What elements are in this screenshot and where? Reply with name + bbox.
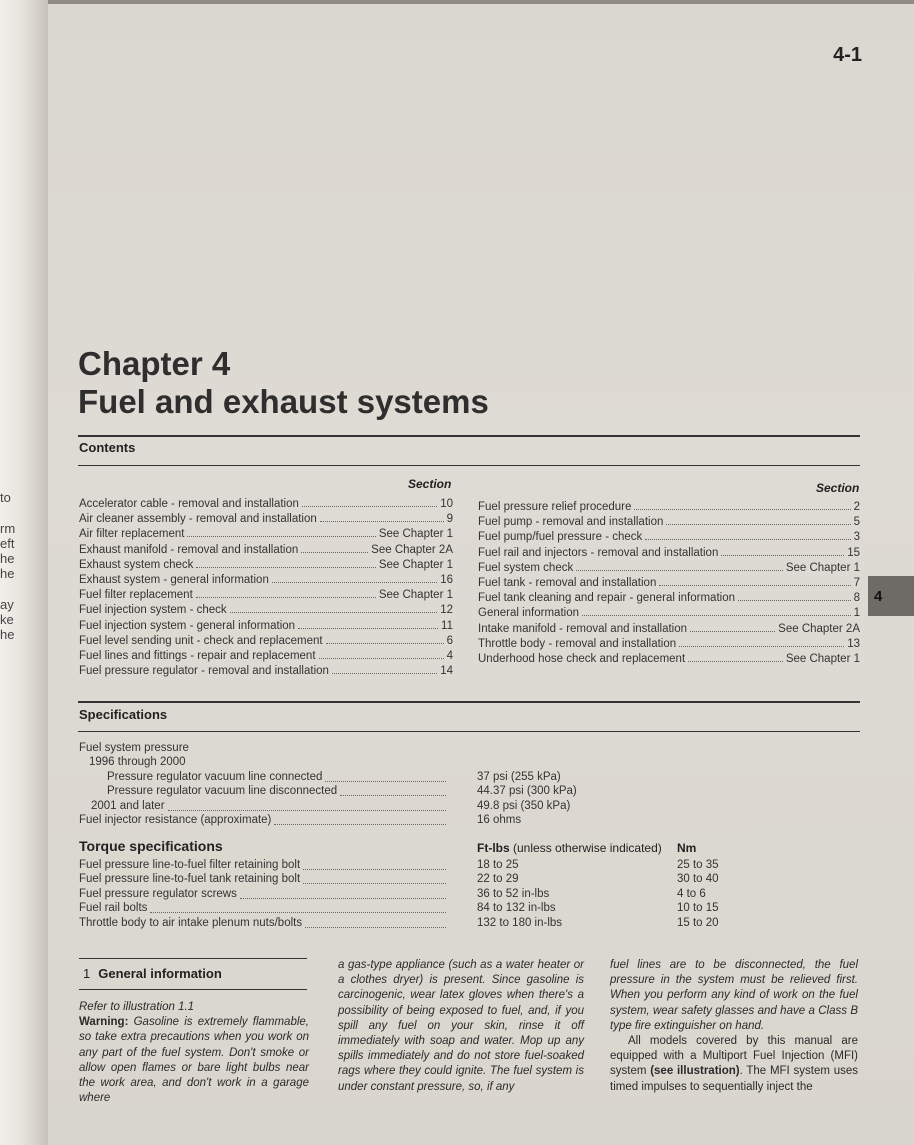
general-info-column-3 xyxy=(610,958,858,1095)
entry-title: Intake manifold - removal and installation xyxy=(478,622,688,635)
contents-entry xyxy=(79,631,453,646)
leader-dots xyxy=(303,858,446,870)
contents-entry xyxy=(79,509,453,524)
leader-dots xyxy=(298,616,438,629)
torque-ftlbs: 84 to 132 in-lbs xyxy=(477,902,556,915)
torque-nm: 25 to 35 xyxy=(677,859,719,871)
torque-label: Fuel pressure line-to-fuel tank retaining bolt xyxy=(79,873,301,886)
entry-section: 3 xyxy=(853,531,860,544)
leader-dots xyxy=(196,585,376,598)
chapter-tab-number: 4 xyxy=(874,587,883,605)
torque-row xyxy=(79,887,449,901)
spec-label: Pressure regulator vacuum line connected xyxy=(107,770,323,783)
contents-entry xyxy=(79,661,453,676)
general-info-heading xyxy=(83,966,222,981)
entry-section: 4 xyxy=(446,649,453,662)
contents-entry xyxy=(478,558,860,573)
leader-dots xyxy=(302,494,437,507)
leader-dots xyxy=(303,872,446,884)
entry-title: General information xyxy=(478,607,579,620)
divider xyxy=(78,701,860,703)
leader-dots xyxy=(301,540,368,553)
divider xyxy=(78,435,860,437)
section-number: 1 xyxy=(83,966,91,981)
spec-label: Fuel injector resistance (approximate) xyxy=(79,813,272,826)
spec-row xyxy=(79,755,449,769)
entry-section: 1 xyxy=(853,607,860,620)
fragment-gap xyxy=(0,505,20,521)
entry-title: Fuel injection system - check xyxy=(79,604,227,617)
spec-value: 16 ohms xyxy=(477,813,522,826)
entry-title: Fuel pressure relief procedure xyxy=(478,501,632,513)
entry-section: See Chapter 1 xyxy=(378,528,453,541)
entry-section: See Chapter 1 xyxy=(378,589,453,602)
leader-dots xyxy=(274,813,446,825)
leader-dots xyxy=(187,524,375,537)
entry-title: Air filter replacement xyxy=(79,528,185,541)
illustration-reference: Refer to illustration 1.1 xyxy=(79,1001,195,1013)
entry-title: Fuel pump - removal and installation xyxy=(478,516,664,529)
torque-nm: 30 to 40 xyxy=(677,873,719,886)
torque-list xyxy=(79,858,449,930)
entry-section: See Chapter 2A xyxy=(371,543,453,556)
entry-section: 2 xyxy=(853,501,860,513)
spec-label: Pressure regulator vacuum line disconnected xyxy=(107,785,338,798)
entry-section: 5 xyxy=(853,516,860,529)
contents-entry xyxy=(478,497,860,512)
contents-entry xyxy=(478,588,860,603)
torque-nm-values xyxy=(677,858,719,930)
contents-entry xyxy=(79,540,453,555)
leader-dots xyxy=(666,512,850,525)
entry-title: Fuel system check xyxy=(478,561,574,574)
contents-entry xyxy=(478,543,860,558)
torque-nm: 15 to 20 xyxy=(677,916,719,929)
specifications-heading: Specifications xyxy=(79,707,168,722)
torque-label: Fuel rail bolts xyxy=(79,902,148,915)
entry-section: See Chapter 2A xyxy=(778,622,860,635)
entry-title: Exhaust system - general information xyxy=(79,573,269,586)
spec-row xyxy=(79,770,449,784)
warning-paragraph xyxy=(79,1015,309,1106)
chapter-heading xyxy=(78,345,489,421)
torque-heading: Torque specifications xyxy=(79,838,223,854)
torque-ftlbs: 18 to 25 xyxy=(477,859,519,871)
divider xyxy=(79,989,307,990)
spec-label: 2001 and later xyxy=(91,799,165,812)
torque-ftlbs: 22 to 29 xyxy=(477,873,519,886)
entry-title: Fuel pressure regulator - removal and installation xyxy=(79,665,329,678)
torque-label: Fuel pressure regulator screws xyxy=(79,887,237,900)
torque-nm: 4 to 6 xyxy=(677,887,706,900)
leader-dots xyxy=(688,649,783,662)
entry-section: 14 xyxy=(440,665,453,678)
entry-section: See Chapter 1 xyxy=(785,652,860,665)
spec-value xyxy=(477,741,577,755)
section-column-label-right: Section xyxy=(816,481,860,495)
entry-section: 10 xyxy=(440,498,453,510)
general-info-column-2: a gas-type appliance (such as a water heater or a clothes dryer) is present. Since gasoline is carcinogenic, wear latex gloves when there's a possibility of being exposed to fuel, and, if you spill any fuel on your skin, rinse it off immediately with soap and water. Mop up any spills immediately and do not store fuel-soaked rags where they could ignite. The fuel system is under constant pressure, so, if any xyxy=(338,959,584,1093)
torque-nm: 10 to 15 xyxy=(677,902,719,915)
spec-value: 44.37 psi (300 kPa) xyxy=(477,785,577,798)
contents-entry xyxy=(478,603,860,618)
fragment: he xyxy=(0,551,15,566)
leader-dots xyxy=(679,634,844,647)
chapter-tab xyxy=(868,576,914,616)
leader-dots xyxy=(305,916,446,928)
leader-dots xyxy=(659,573,850,586)
contents-entry xyxy=(79,585,453,600)
torque-row xyxy=(79,872,449,886)
contents-entry xyxy=(478,649,860,664)
entry-section: 12 xyxy=(440,604,453,617)
contents-entry xyxy=(79,494,453,509)
intro-text-cont: . The MFI system uses timed impulses to sequentially inject the xyxy=(610,1065,858,1093)
fragment: he xyxy=(0,627,15,642)
contents-entry xyxy=(79,524,453,539)
leader-dots xyxy=(582,603,851,616)
leader-dots xyxy=(150,901,446,913)
torque-row xyxy=(79,916,449,930)
contents-list-right xyxy=(478,497,860,664)
torque-ftlbs: 132 to 180 in-lbs xyxy=(477,916,563,929)
contents-entry xyxy=(478,512,860,527)
leader-dots xyxy=(690,619,775,632)
spec-label: Fuel system pressure xyxy=(79,742,189,754)
torque-column-ftlbs xyxy=(477,841,662,855)
leader-dots xyxy=(332,661,437,674)
previous-page-fragments xyxy=(0,490,20,642)
contents-entry xyxy=(478,619,860,634)
spec-value: 49.8 psi (350 kPa) xyxy=(477,799,571,812)
leader-dots xyxy=(634,497,850,510)
leader-dots xyxy=(325,770,446,782)
torque-ftlbs: 36 to 52 in-lbs xyxy=(477,887,550,900)
entry-title: Fuel level sending unit - check and replacement xyxy=(79,634,323,647)
leader-dots xyxy=(645,527,850,540)
entry-title: Fuel tank - removal and installation xyxy=(478,576,657,589)
contents-entry xyxy=(79,570,453,585)
contents-heading: Contents xyxy=(79,440,136,455)
entry-title: Exhaust system check xyxy=(79,558,194,571)
entry-title: Air cleaner assembly - removal and installation xyxy=(79,513,317,526)
torque-label: Throttle body to air intake plenum nuts/bolts xyxy=(79,916,303,929)
leader-dots xyxy=(340,784,446,796)
fragment: eft xyxy=(0,536,15,551)
entry-section: 8 xyxy=(853,592,860,605)
illustration-callout: (see illustration) xyxy=(650,1065,740,1078)
ftlbs-note: (unless otherwise indicated) xyxy=(513,841,662,855)
torque-label: Fuel pressure line-to-fuel filter retaining bolt xyxy=(79,859,301,871)
spec-row xyxy=(79,799,449,813)
fragment: ay xyxy=(0,597,14,612)
leader-dots xyxy=(196,555,375,568)
ftlbs-label: Ft-lbs xyxy=(477,841,510,855)
contents-entry xyxy=(79,646,453,661)
intro-paragraph xyxy=(610,1034,858,1095)
contents-entry xyxy=(79,600,453,615)
entry-section: See Chapter 1 xyxy=(785,561,860,574)
leader-dots xyxy=(240,887,446,899)
entry-title: Underhood hose check and replacement xyxy=(478,652,686,665)
page-top-edge xyxy=(48,0,914,4)
entry-section: 11 xyxy=(441,619,453,632)
specifications-list xyxy=(79,741,449,827)
leader-dots xyxy=(738,588,851,601)
spec-row xyxy=(79,741,449,755)
spec-label: 1996 through 2000 xyxy=(89,756,186,769)
entry-section: 7 xyxy=(853,576,860,589)
leader-dots xyxy=(320,509,444,522)
leader-dots xyxy=(326,631,444,644)
leader-dots xyxy=(272,570,437,583)
chapter-label: Chapter 4 xyxy=(78,345,231,382)
fragment-gap xyxy=(0,581,20,597)
entry-title: Fuel pump/fuel pressure - check xyxy=(478,531,643,544)
entry-section: 13 xyxy=(847,637,860,650)
page-number: 4-1 xyxy=(833,44,862,66)
entry-title: Fuel lines and fittings - repair and replacement xyxy=(79,649,316,662)
leader-dots xyxy=(576,558,783,571)
spec-value: 37 psi (255 kPa) xyxy=(477,770,561,783)
fragment: he xyxy=(0,566,15,581)
entry-title: Fuel injection system - general information xyxy=(79,619,296,632)
warning-continuation: fuel lines are to be disconnected, the fuel pressure in the system must be relieved first. When you perform any kind of work on the fuel system, wear safety glasses and have a Class B type fire extinguisher on hand. xyxy=(610,959,858,1032)
leader-dots xyxy=(168,799,446,811)
fragment: rm xyxy=(0,521,16,536)
section-title: General information xyxy=(98,966,222,981)
entry-title: Fuel rail and injectors - removal and installation xyxy=(478,546,719,559)
contents-entry xyxy=(478,634,860,649)
specifications-values xyxy=(477,741,577,827)
warning-label: Warning: xyxy=(79,1016,129,1029)
torque-row xyxy=(79,858,449,872)
entry-section: See Chapter 1 xyxy=(378,558,453,571)
intro-text: All models covered by this manual are equipped with a Multiport Fuel Injection (MFI) system xyxy=(610,1035,858,1078)
contents-list-left xyxy=(79,494,453,676)
entry-title: Fuel filter replacement xyxy=(79,589,193,602)
contents-entry xyxy=(79,616,453,631)
entry-title: Accelerator cable - removal and installation xyxy=(79,498,299,510)
torque-row xyxy=(79,901,449,915)
fragment: ke xyxy=(0,612,14,627)
entry-title: Fuel tank cleaning and repair - general information xyxy=(478,592,735,605)
contents-entry xyxy=(478,573,860,588)
warning-text: Gasoline is extremely flammable, so take extra precautions when you work on any part of the fuel system. Don't smoke or allow open flames or bare light bulbs near the work area, and don't work in a garage where xyxy=(79,1016,309,1105)
entry-section: 6 xyxy=(446,634,453,647)
chapter-title: Fuel and exhaust systems xyxy=(78,383,489,420)
leader-dots xyxy=(721,543,844,556)
contents-entry xyxy=(478,527,860,542)
divider xyxy=(78,731,860,732)
spec-row xyxy=(79,784,449,798)
leader-dots xyxy=(319,646,444,659)
divider xyxy=(79,958,307,959)
spec-value xyxy=(477,755,577,769)
contents-entry xyxy=(79,555,453,570)
divider xyxy=(78,465,860,466)
leader-dots xyxy=(230,600,438,613)
torque-column-nm: Nm xyxy=(677,841,697,855)
torque-ftlbs-values xyxy=(477,858,562,930)
general-info-column-1 xyxy=(79,1000,309,1106)
entry-title: Exhaust manifold - removal and installation xyxy=(79,543,299,556)
entry-section: 16 xyxy=(440,573,453,586)
entry-title: Throttle body - removal and installation xyxy=(478,637,677,650)
spec-row xyxy=(79,813,449,827)
entry-section: 15 xyxy=(847,546,860,559)
fragment: to xyxy=(0,490,11,505)
entry-section: 9 xyxy=(446,513,453,526)
section-column-label-left: Section xyxy=(408,477,452,491)
